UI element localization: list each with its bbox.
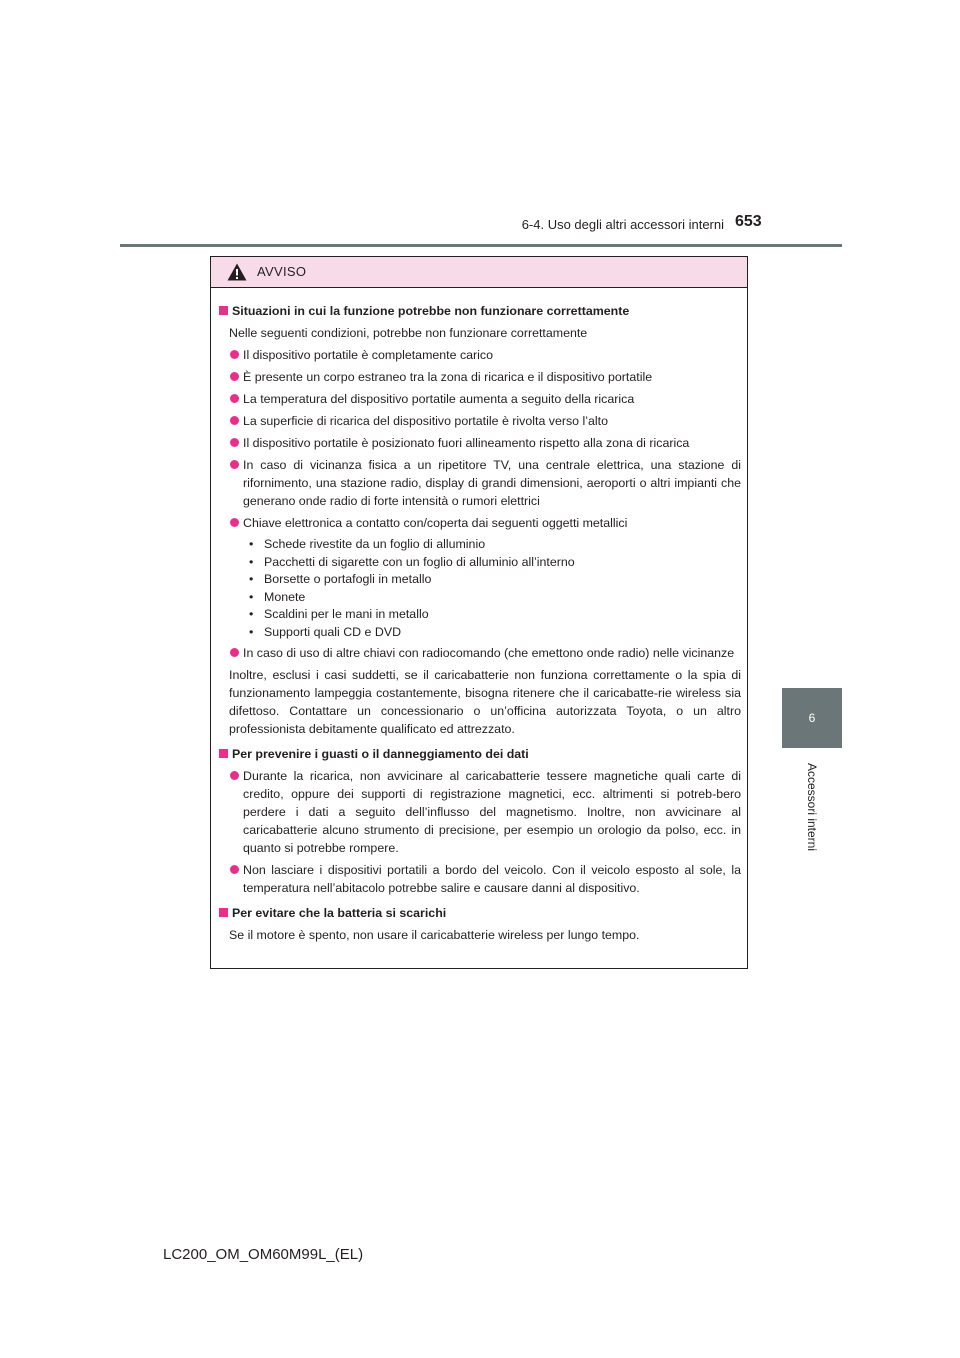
header-divider [120, 244, 842, 247]
chapter-tab[interactable] [782, 688, 842, 748]
sub-list [219, 536, 741, 642]
sub-list-item: • Supporti quali CD e DVD [249, 624, 741, 642]
section-heading: Per evitare che la batteria si scarichi [219, 904, 741, 922]
chapter-number: 6 [808, 711, 816, 725]
section-title: 6-4. Uso degli altri accessori interni [521, 217, 724, 232]
sub-list-item: • Scaldini per le mani in metallo [249, 606, 741, 624]
list-item: Il dispositivo portatile è completamente carico [219, 346, 741, 364]
list-item: È presente un corpo estraneo tra la zona di ricarica e il dispositivo portatile [219, 368, 741, 386]
warning-body [211, 288, 747, 944]
list-item: Il dispositivo portatile è posizionato fuori allineamento rispetto alla zona di ricarica [219, 434, 741, 452]
list-item: Chiave elettronica a contatto con/coperta dai seguenti oggetti metallici [219, 514, 741, 532]
list-item: Non lasciare i dispositivi portatili a bordo del veicolo. Con il veicolo esposto al sole, la temperatura nell’abitacolo potrebbe salire e causare danni al dispositivo. [219, 861, 741, 897]
section-closing: Inoltre, esclusi i casi suddetti, se il caricabatterie non funziona correttamente o la spia di funzionamento lampeggia costantemente, bisogna ritenere che il caricabatte-rie wireless sia difettoso. Contattare un concessionario o un’officina autorizzata Toyota, o un altro professionista debitamente qualificato ed attrezzato. [229, 667, 741, 736]
warning-header [211, 257, 747, 288]
page-number: 653 [735, 213, 762, 230]
list-item: Durante la ricarica, non avvicinare al caricabatterie tessere magnetiche quali carte di credito, oppure dei supporti di registrazione magnetici, ecc. altrimenti si potreb-bero perdere i dati a seguito dell’influsso del magnetismo. Inoltre, non avvicinare al caricabatterie alcuno strumento di precisione, per esempio un orologio da polso, ecc. in quanto si potrebbe rompere. [219, 767, 741, 857]
section-heading: Situazioni in cui la funzione potrebbe non funzionare correttamente [219, 302, 741, 320]
document-code: LC200_OM_OM60M99L_(EL) [163, 1246, 364, 1263]
sub-list-item: • Schede rivestite da un foglio di alluminio [249, 536, 741, 554]
list-item: La temperatura del dispositivo portatile aumenta a seguito della ricarica [219, 390, 741, 408]
warning-icon [227, 263, 247, 281]
list-item: In caso di vicinanza fisica a un ripetitore TV, una centrale elettrica, una stazione di rifornimento, una stazione radio, display di grandi dimensioni, aeroporti o altri impianti che generano onde radio di forte intensità o rumori elettrici [219, 456, 741, 510]
list-item: In caso di uso di altre chiavi con radiocomando (che emettono onde radio) nelle vicinanze [219, 644, 741, 662]
warning-box [210, 256, 748, 969]
list-item: La superficie di ricarica del dispositivo portatile è rivolta verso l’alto [219, 412, 741, 430]
section-heading: Per prevenire i guasti o il danneggiamento dei dati [219, 745, 741, 763]
sub-list-item: • Pacchetti di sigarette con un foglio di alluminio all’interno [249, 554, 741, 572]
section-intro: Se il motore è spento, non usare il caricabatterie wireless per lungo tempo. [229, 927, 640, 942]
section-intro: Nelle seguenti condizioni, potrebbe non funzionare correttamente [229, 326, 588, 340]
sub-list-item: • Borsette o portafogli in metallo [249, 571, 741, 589]
warning-title: AVVISO [257, 264, 307, 279]
chapter-label: Accessori interni [805, 762, 819, 852]
sub-list-item: • Monete [249, 589, 741, 607]
